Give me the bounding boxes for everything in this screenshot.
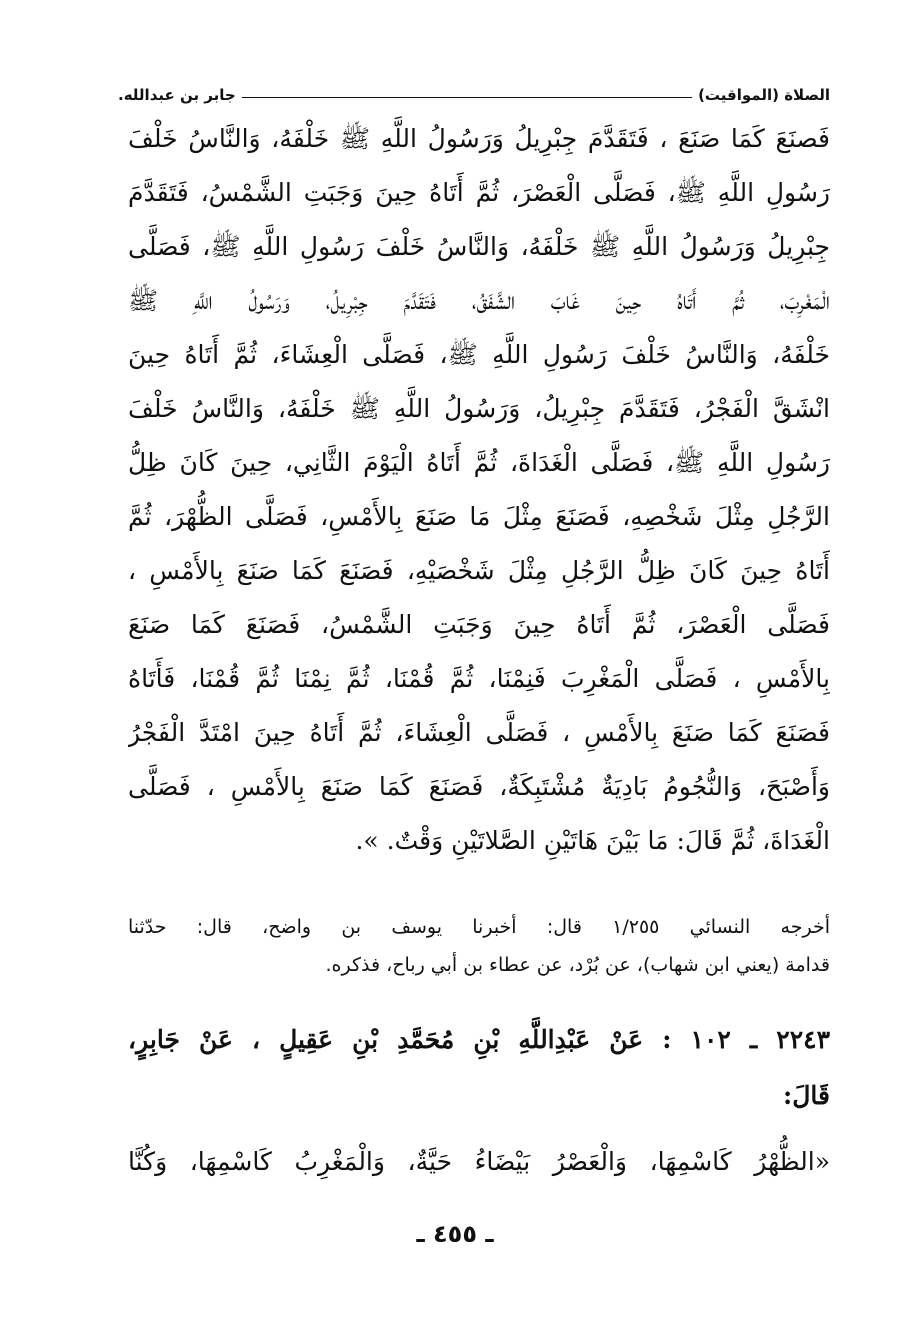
hadith-main-text <box>128 112 830 868</box>
text-line: جِبْرِيلُ وَرَسُولُ اللَّهِ ﷺ خَلْفَهُ، وَالنَّاسُ خَلْفَ رَسُولِ اللَّهِ ﷺ، فَصَلَّى <box>128 232 830 261</box>
page-number: ـ ٤٥٥ ـ <box>416 1220 494 1248</box>
text-line: بِالأَمْسِ ، فَصَلَّى الْمَغْرِبَ فَنِمْنَا، ثُمَّ قُمْنَا، ثُمَّ نِمْنَا ثُمَّ قُمْنَا، فَأَتَاهُ <box>128 664 830 693</box>
text-line: وَأَصْبَحَ، وَالنُّجُومُ بَادِيَةٌ مُشْتَبِكَةٌ، فَصَنَعَ كَمَا صَنَعَ بِالأَمْسِ ، فَصَلَّى <box>128 772 830 801</box>
text-line: فَصنَعَ كَمَا صَنَعَ ، فَتَقَدَّمَ جِبْرِيلُ وَرَسُولُ اللَّهِ ﷺ خَلْفَهُ، وَالنَّاسُ خَلْفَ <box>128 124 830 153</box>
note-line: أخرجه النسائي ١/٢٥٥ قال: أخبرنا يوسف بن واضح، قال: حدّثنا <box>128 916 830 938</box>
hadith-heading-line: قَالَ: <box>783 1081 830 1110</box>
text-line: خَلْفَهُ، وَالنَّاسُ خَلْفَ رَسُولِ اللَّهِ ﷺ، فَصَلَّى الْعِشَاءَ، ثُمَّ أَتَاهُ حِينَ <box>128 340 830 369</box>
text-line: فَصَلَّى الْعَصْرَ، ثُمَّ أَتَاهُ حِينَ وَجَبَتِ الشَّمْسُ، فَصَنَعَ كَمَا صَنَعَ <box>128 610 830 639</box>
header-rule <box>242 97 692 98</box>
chapter-title: الصلاة (المواقيت) <box>698 86 830 104</box>
text-line: الْمَغْرِبَ، ثُمَّ أَتَاهُ حِينَ غَابَ الشَّفَقُ، فَتَقَدَّمَ جِبْرِيلُ، وَرَسُولُ اللَّهِ ﷺ <box>128 286 830 315</box>
text-line: الرَّجُلِ مِثْلَ شَخْصِهِ، فَصَنَعَ مِثْلَ مَا صَنَعَ بِالأَمْسِ، فَصَلَّى الظُّهْرَ، ثُمَّ <box>128 502 830 531</box>
note-line: قدامة (يعني ابن شهاب)، عن بُرْد، عن عطاء بن أبي رباح، فذكره. <box>325 954 830 976</box>
page-header <box>118 78 830 104</box>
hadith-body <box>128 1134 830 1190</box>
hadith-heading <box>128 1012 830 1124</box>
running-title: جابر بن عبدالله. <box>118 86 236 104</box>
text-line: رَسُولِ اللَّهِ ﷺ، فَصَلَّى الْعَصْرَ، ثُمَّ أَتَاهُ حِينَ وَجَبَتِ الشَّمْسُ، فَتَقَدَّمَ <box>128 178 830 207</box>
text-line: انْشَقَّ الْفَجْرُ، فَتَقَدَّمَ جِبْرِيلُ، وَرَسُولُ اللَّهِ ﷺ خَلْفَهُ، وَالنَّاسُ خَلْفَ <box>128 394 830 423</box>
text-line: أَتَاهُ حِينَ كَانَ ظِلُّ الرَّجُلِ مِثْلَ شَخْصَيْهِ، فَصَنَعَ كَمَا صَنَعَ بِالأَمْسِ ، <box>128 556 830 585</box>
hadith-heading-line: ٢٢٤٣ ـ ١٠٢ : عَنْ عَبْدِاللَّهِ بْنِ مُحَمَّدِ بْنِ عَقِيلٍ ، عَنْ جَابِرٍ، <box>128 1025 830 1054</box>
takhrij-note <box>128 908 830 984</box>
text-line: فَصَنَعَ كَمَا صَنَعَ بِالأَمْسِ ، فَصَلَّى الْعِشَاءَ، ثُمَّ أَتَاهُ حِينَ امْتَدَّ الْفَجْرُ <box>128 718 830 747</box>
text-line: الْغَدَاةَ، ثُمَّ قَالَ: مَا بَيْنَ هَاتَيْنِ الصَّلاتَيْنِ وَقْتٌ. ». <box>355 826 830 855</box>
hadith-body-line: «الظُّهْرُ كَاسْمِهَا، وَالْعَصْرُ بَيْضَاءُ حَيَّةٌ، وَالْمَغْرِبُ كَاسْمِهَا، وَكُنَّا <box>128 1147 830 1176</box>
text-line: رَسُولِ اللَّهِ ﷺ، فَصَلَّى الْغَدَاةَ، ثُمَّ أَتَاهُ الْيَوْمَ الثَّانِي، حِينَ كَانَ ظِلُّ <box>128 448 830 477</box>
